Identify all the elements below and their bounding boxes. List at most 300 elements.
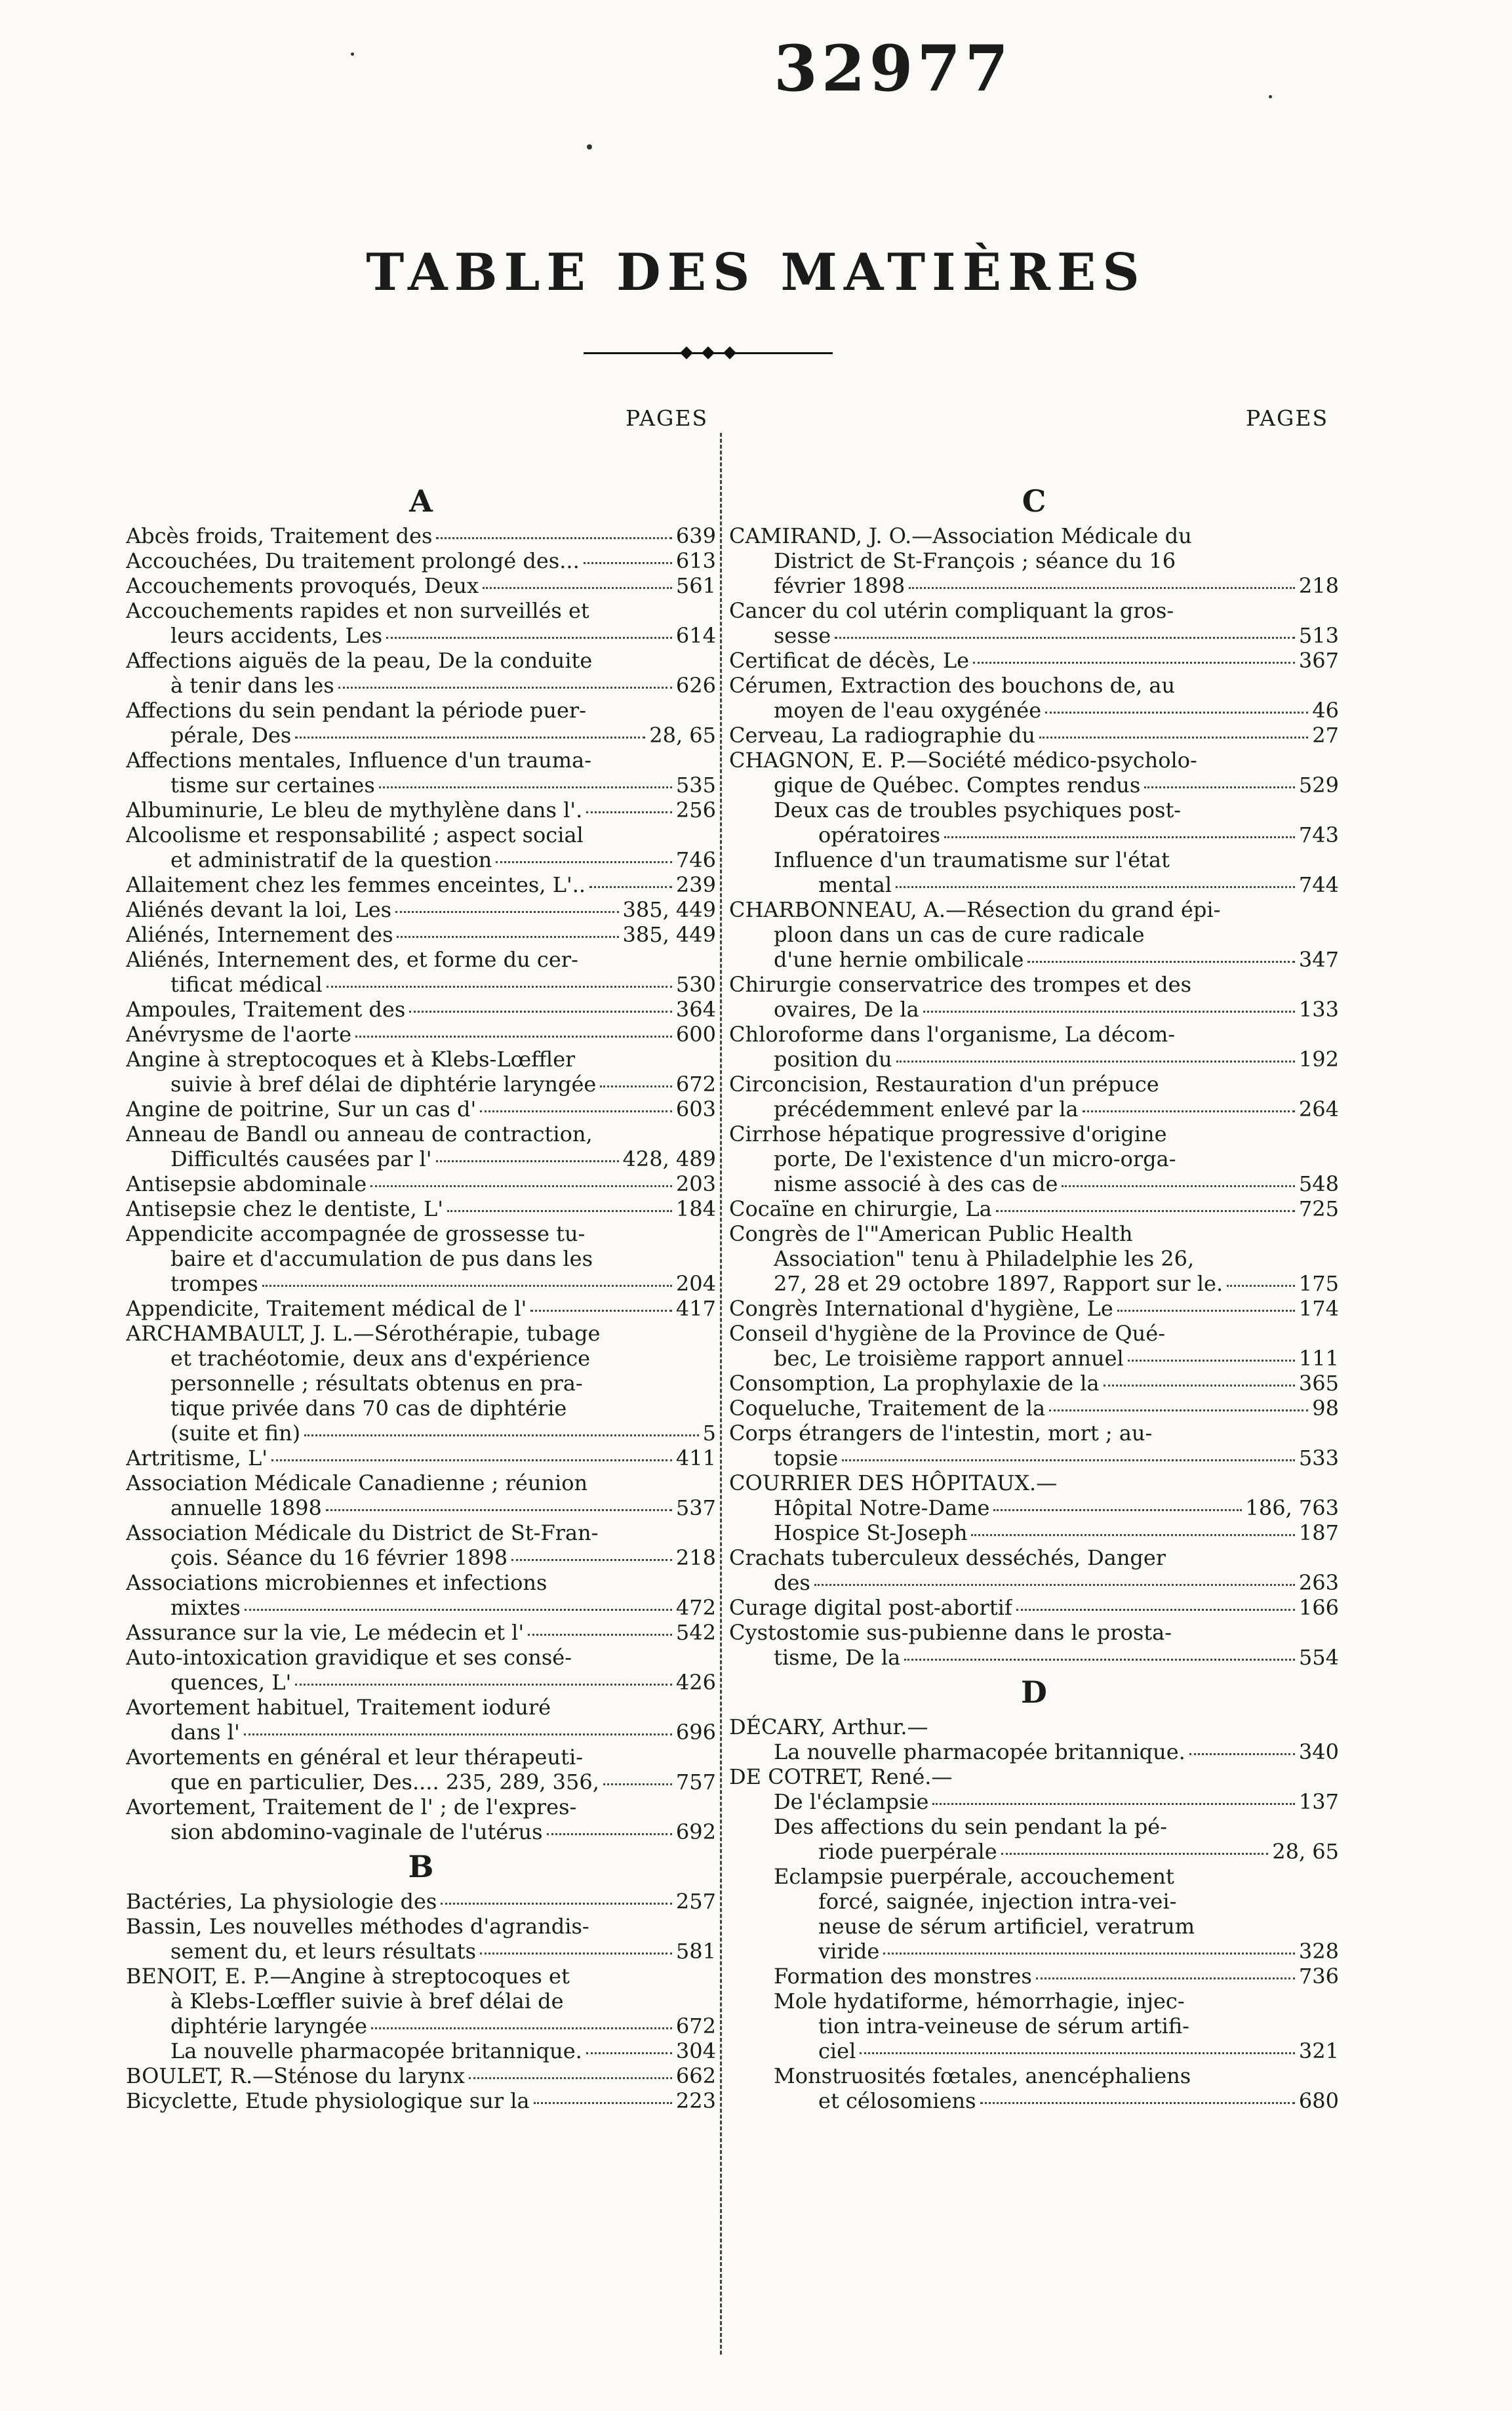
page-ref: 662	[675, 2063, 716, 2088]
index-entry-line	[126, 1346, 716, 1371]
index-entry-line	[729, 623, 1339, 648]
page-ref: 513	[1298, 623, 1339, 648]
page-ref: 364	[675, 997, 716, 1022]
index-entry-line	[729, 847, 1339, 872]
index-entry-line	[126, 1321, 716, 1346]
leader-dots	[904, 1659, 1295, 1661]
page-ref: 600	[675, 1022, 716, 1047]
index-entry-line	[729, 1346, 1339, 1371]
entry-text: Bactéries, La physiologie des	[126, 1889, 437, 1914]
leader-dots	[589, 886, 672, 888]
entry-text: Certificat de décès, Le	[729, 648, 970, 673]
index-entry-line	[126, 1122, 716, 1146]
index-entry-line	[126, 872, 716, 897]
entry-text: CHAGNON, E. P.—Société médico-psycholo-	[729, 748, 1197, 773]
page-ref: 46	[1312, 698, 1339, 723]
entry-text: Coqueluche, Traitement de la	[729, 1396, 1046, 1421]
leader-dots	[1039, 737, 1308, 739]
page-ref: 184	[675, 1196, 716, 1221]
index-entry-line	[126, 1939, 716, 1964]
entry-text: des	[774, 1570, 810, 1595]
entry-text: Antisepsie chez le dentiste, L'	[126, 1196, 443, 1221]
page-ref: 696	[675, 1720, 716, 1745]
leader-dots	[1036, 1977, 1295, 1979]
index-entry-line	[126, 1072, 716, 1097]
entry-text: Aliénés, Internement des	[126, 922, 393, 947]
index-entry-line	[126, 1645, 716, 1670]
index-entry-line	[729, 748, 1339, 773]
entry-text: Avortements en général et leur thérapeuti-	[126, 1745, 583, 1770]
entry-text: Accouchements provoqués, Deux	[126, 573, 479, 598]
index-entry-line	[126, 1246, 716, 1271]
page-ref: 581	[675, 1939, 716, 1964]
entry-text: La nouvelle pharmacopée britannique.	[774, 1739, 1185, 1764]
index-column-left	[126, 479, 716, 2113]
leader-dots	[1001, 1853, 1269, 1855]
entry-text: Difficultés causées par l'	[170, 1146, 432, 1171]
entry-text: Conseil d'hygiène de la Province de Qué-	[729, 1321, 1166, 1346]
entry-text: Bicyclette, Etude physiologique sur la	[126, 2088, 530, 2113]
index-entry-line	[729, 1495, 1339, 1520]
entry-text: La nouvelle pharmacopée britannique.	[170, 2038, 582, 2063]
index-entry-line	[126, 847, 716, 872]
section-letter: B	[408, 1849, 434, 1884]
entry-text: Corps étrangers de l'intestin, mort ; au-	[729, 1421, 1153, 1446]
index-entry-line	[126, 523, 716, 548]
entry-text: et célosomiens	[818, 2088, 976, 2113]
index-entry-line	[729, 1939, 1339, 1964]
entry-text: Appendicite accompagnée de grossesse tu-	[126, 1221, 586, 1246]
column-divider	[720, 433, 724, 2355]
entry-text: personnelle ; résultats obtenus en pra-	[170, 1371, 583, 1396]
leader-dots	[371, 2027, 672, 2029]
entry-text: Cirrhose hépatique progressive d'origine	[729, 1122, 1167, 1146]
leader-dots	[1104, 1385, 1295, 1387]
index-entry-line	[729, 1739, 1339, 1764]
page-ref: 537	[675, 1495, 716, 1520]
page-ref: 680	[1298, 2088, 1339, 2113]
entry-text: annuelle 1898	[170, 1495, 322, 1520]
index-entry-line	[126, 748, 716, 773]
index-entry-line	[729, 2063, 1339, 2088]
entry-text: Angine à streptocoques et à Klebs-Lœffler	[126, 1047, 576, 1072]
leader-dots	[1027, 961, 1295, 963]
entry-text: pérale, Des	[170, 723, 292, 748]
entry-text: Curage digital post-abortif	[729, 1595, 1012, 1620]
entry-text: BENOIT, E. P.—Angine à streptocoques et	[126, 1964, 570, 1989]
index-entry-line	[126, 1022, 716, 1047]
index-entry-line	[729, 773, 1339, 798]
index-entry-line	[126, 972, 716, 997]
page-ref: 28, 65	[649, 723, 716, 748]
leader-dots	[496, 861, 672, 863]
page-ref: 223	[675, 2088, 716, 2113]
entry-text: Alcoolisme et responsabilité ; aspect social	[126, 822, 584, 847]
page-ref: 133	[1298, 997, 1339, 1022]
entry-text: tisme, De la	[774, 1645, 901, 1670]
index-entry-line	[729, 1864, 1339, 1889]
index-entry-line	[126, 698, 716, 723]
index-entry-line	[126, 1770, 716, 1794]
leader-dots	[814, 1584, 1295, 1586]
index-entry-line	[126, 2088, 716, 2113]
page-ref: 27	[1312, 723, 1339, 748]
entry-text: porte, De l'existence d'un micro-orga-	[774, 1146, 1176, 1171]
leader-dots	[436, 1160, 619, 1162]
entry-text: Chirurgie conservatrice des trompes et des	[729, 972, 1191, 997]
leader-dots	[971, 1534, 1294, 1536]
index-entry-line	[126, 922, 716, 947]
entry-text: Avortement habituel, Traitement ioduré	[126, 1695, 551, 1720]
leader-dots	[326, 1509, 672, 1511]
leader-dots	[304, 1434, 699, 1436]
page-ref: 533	[1298, 1446, 1339, 1470]
leader-dots	[932, 1803, 1295, 1805]
index-entry-line	[729, 1714, 1339, 1739]
index-entry-line	[729, 1964, 1339, 1989]
leader-dots	[397, 936, 618, 938]
entry-text: d'une hernie ombilicale	[774, 947, 1024, 972]
page-ref: 175	[1298, 1271, 1339, 1296]
index-entry-line	[729, 972, 1339, 997]
entry-text: Anévrysme de l'aorte	[126, 1022, 352, 1047]
leader-dots	[584, 562, 672, 564]
page-ref: 204	[675, 1271, 716, 1296]
page-ref: 203	[675, 1171, 716, 1196]
index-entry-line	[729, 2038, 1339, 2063]
index-entry-line	[126, 1171, 716, 1196]
index-entry-line	[126, 822, 716, 847]
index-entry-line	[126, 1196, 716, 1221]
page-ref: 542	[675, 1620, 716, 1645]
entry-text: CAMIRAND, J. O.—Association Médicale du	[729, 523, 1192, 548]
leader-dots	[896, 1061, 1295, 1063]
leader-dots	[295, 737, 645, 739]
entry-text: Ampoules, Traitement des	[126, 997, 406, 1022]
index-entry-line	[729, 1246, 1339, 1271]
entry-text: tisme sur certaines	[170, 773, 375, 798]
entry-text: Allaitement chez les femmes enceintes, L'..	[126, 872, 586, 897]
leader-dots	[469, 2077, 672, 2079]
leader-dots	[547, 1833, 672, 1835]
entry-text: Avortement, Traitement de l' ; de l'expres-	[126, 1794, 577, 1819]
entry-text: Angine de poitrine, Sur un cas d'	[126, 1097, 477, 1122]
leader-dots	[586, 2052, 672, 2054]
index-entry-line	[126, 2063, 716, 2088]
leader-dots	[338, 687, 672, 689]
page-ref: 744	[1298, 872, 1339, 897]
page-ref: 111	[1298, 1346, 1339, 1371]
page-ref: 743	[1298, 822, 1339, 847]
index-entry-line	[729, 872, 1339, 897]
index-entry-line	[126, 1989, 716, 2014]
index-entry-line	[729, 673, 1339, 698]
index-entry-line	[729, 698, 1339, 723]
leader-dots	[944, 836, 1295, 838]
leader-dots	[1144, 786, 1295, 788]
page-ref: 304	[675, 2038, 716, 2063]
page-ref: 186, 763	[1245, 1495, 1339, 1520]
index-entry-line	[126, 1620, 716, 1645]
index-entry-line	[729, 822, 1339, 847]
entry-text: neuse de sérum artificiel, veratrum	[818, 1914, 1195, 1939]
index-entry-line	[126, 1221, 716, 1246]
index-entry-line	[126, 1146, 716, 1171]
entry-text: Assurance sur la vie, Le médecin et l'	[126, 1620, 525, 1645]
entry-text: Hôpital Notre-Dame	[774, 1495, 990, 1520]
index-entry-line	[729, 1620, 1339, 1645]
entry-text: diphtérie laryngée	[170, 2014, 367, 2038]
index-entry-line	[729, 798, 1339, 822]
index-entry-line	[126, 1097, 716, 1122]
entry-text: suivie à bref délai de diphtérie laryngée	[170, 1072, 597, 1097]
page-ref: 426	[675, 1670, 716, 1695]
index-entry-line	[729, 2088, 1339, 2113]
page-title: TABLE DES MATIÈRES	[366, 243, 1146, 302]
entry-text: Congrès International d'hygiène, Le	[729, 1296, 1113, 1321]
leader-dots	[379, 786, 672, 788]
entry-text: sion abdomino-vaginale de l'utérus	[170, 1819, 543, 1844]
page-ref: 328	[1298, 1939, 1339, 1964]
leader-dots	[909, 587, 1295, 589]
index-entry-line	[729, 1171, 1339, 1196]
entry-text: et administratif de la question	[170, 847, 492, 872]
entry-text: Association Médicale Canadienne ; réunion	[126, 1470, 588, 1495]
entry-text: Chloroforme dans l'organisme, La décom-	[729, 1022, 1176, 1047]
index-entry-line	[126, 1470, 716, 1495]
entry-text: Anneau de Bandl ou anneau de contraction,	[126, 1122, 593, 1146]
index-entry-line	[729, 1764, 1339, 1789]
entry-text: ciel	[818, 2038, 856, 2063]
page-ref: 264	[1298, 1097, 1339, 1122]
entry-text: tique privée dans 70 cas de diphtérie	[170, 1396, 567, 1421]
section-letter: D	[1021, 1674, 1047, 1710]
entry-text: Antisepsie abdominale	[126, 1171, 367, 1196]
leader-dots	[586, 811, 672, 813]
entry-text: topsie	[774, 1446, 839, 1470]
entry-text: et trachéotomie, deux ans d'expérience	[170, 1346, 591, 1371]
index-entry-line	[126, 897, 716, 922]
entry-text: Accouchées, Du traitement prolongé des...	[126, 548, 580, 573]
page-ref: 257	[675, 1889, 716, 1914]
index-entry-line	[729, 922, 1339, 947]
leader-dots	[973, 662, 1295, 664]
page-ref: 347	[1298, 947, 1339, 972]
page-ref: 535	[675, 773, 716, 798]
ornamental-rule	[584, 351, 833, 355]
entry-text: COURRIER DES HÔPITAUX.—	[729, 1470, 1058, 1495]
entry-text: forcé, saignée, injection intra-vei-	[818, 1889, 1177, 1914]
entry-text: (suite et fin)	[170, 1421, 301, 1446]
entry-text: çois. Séance du 16 février 1898	[170, 1545, 508, 1570]
entry-text: Affections aiguës de la peau, De la conduite	[126, 648, 593, 673]
index-column-right	[729, 479, 1339, 2113]
index-entry-line	[729, 1072, 1339, 1097]
page-ref: 626	[675, 673, 716, 698]
index-entry-line	[126, 947, 716, 972]
index-entry-line	[729, 1022, 1339, 1047]
index-entry-line	[126, 1446, 716, 1470]
entry-text: nisme associé à des cas de	[774, 1171, 1058, 1196]
entry-text: ovaires, De la	[774, 997, 919, 1022]
leader-dots	[244, 1733, 672, 1735]
leader-dots	[883, 1953, 1295, 1955]
entry-text: Congrès de l'"American Public Health	[729, 1221, 1133, 1246]
page-ref: 340	[1298, 1739, 1339, 1764]
index-entry-line	[126, 1545, 716, 1570]
entry-text: Hospice St-Joseph	[774, 1520, 968, 1545]
entry-text: tion intra-veineuse de sérum artifi-	[818, 2014, 1189, 2038]
index-entry-line	[126, 1964, 716, 1989]
page-ref: 614	[675, 623, 716, 648]
index-entry-line	[126, 1670, 716, 1695]
leader-dots	[835, 637, 1295, 639]
index-entry-line	[729, 1097, 1339, 1122]
entry-text: opératoires	[818, 822, 941, 847]
index-entry-line	[729, 1989, 1339, 2014]
leader-dots	[1083, 1110, 1295, 1112]
page-ref: 365	[1298, 1371, 1339, 1396]
entry-text: Cancer du col utérin compliquant la gros-	[729, 598, 1174, 623]
page-number: 32977	[774, 31, 1012, 106]
page-ref: 98	[1312, 1396, 1339, 1421]
index-entry-line	[126, 1745, 716, 1770]
entry-text: moyen de l'eau oxygénée	[774, 698, 1042, 723]
index-entry-line	[729, 2014, 1339, 2038]
leader-dots	[993, 1509, 1241, 1511]
index-entry-line	[729, 1889, 1339, 1914]
entry-text: Deux cas de troubles psychiques post-	[774, 798, 1182, 822]
entry-text: Influence d'un traumatisme sur l'état	[774, 847, 1170, 872]
index-entry-line	[126, 573, 716, 598]
entry-text: DÉCARY, Arthur.—	[729, 1714, 928, 1739]
page-ref: 725	[1298, 1196, 1339, 1221]
leader-dots	[534, 2102, 672, 2104]
page-ref: 428, 489	[622, 1146, 716, 1171]
entry-text: viride	[818, 1939, 880, 1964]
leader-dots	[1045, 712, 1308, 714]
leader-dots	[245, 1609, 672, 1611]
leader-dots	[262, 1285, 672, 1287]
index-entry-line	[729, 1545, 1339, 1570]
entry-text: Aliénés, Internement des, et forme du cer-	[126, 947, 578, 972]
leader-dots	[1016, 1609, 1295, 1611]
page-ref: 174	[1298, 1296, 1339, 1321]
entry-text: tificat médical	[170, 972, 323, 997]
speck	[1269, 95, 1272, 98]
index-entry-line	[126, 2014, 716, 2038]
index-entry-line	[729, 1122, 1339, 1146]
entry-text: position du	[774, 1047, 892, 1072]
page-ref: 613	[675, 548, 716, 573]
page-ref: 385, 449	[622, 922, 716, 947]
index-entry-line	[126, 1889, 716, 1914]
page-ref: 218	[1298, 573, 1339, 598]
entry-text: février 1898	[774, 573, 905, 598]
entry-text: à Klebs-Lœffler suivie à bref délai de	[170, 1989, 564, 2014]
index-entry-line	[729, 1446, 1339, 1470]
index-entry-line	[126, 1695, 716, 1720]
leader-dots	[530, 1310, 672, 1312]
entry-text: ARCHAMBAULT, J. L.—Sérothérapie, tubage	[126, 1321, 601, 1346]
pages-header-left: PAGES	[626, 405, 709, 431]
index-entry-line	[126, 723, 716, 748]
index-entry-line	[729, 1520, 1339, 1545]
leader-dots	[511, 1559, 672, 1561]
entry-text: Albuminurie, Le bleu de mythylène dans l'.	[126, 798, 583, 822]
leader-dots	[1049, 1409, 1308, 1411]
index-entry-line	[729, 1914, 1339, 1939]
leader-dots	[355, 1036, 672, 1038]
entry-text: Cérumen, Extraction des bouchons de, au	[729, 673, 1176, 698]
leader-dots	[386, 637, 672, 639]
page-ref: 256	[675, 798, 716, 822]
entry-text: leurs accidents, Les	[170, 623, 383, 648]
index-entry-line	[126, 1495, 716, 1520]
index-entry-line	[729, 897, 1339, 922]
index-entry-line	[729, 598, 1339, 623]
leader-dots	[441, 1903, 672, 1905]
index-entry-line	[729, 1221, 1339, 1246]
page-ref: 263	[1298, 1570, 1339, 1595]
index-entry-line	[126, 548, 716, 573]
entry-text: Cocaïne en chirurgie, La	[729, 1196, 992, 1221]
page-ref: 554	[1298, 1645, 1339, 1670]
index-entry-line	[729, 1146, 1339, 1171]
entry-text: Monstruosités fœtales, anencéphaliens	[774, 2063, 1191, 2088]
entry-text: 27, 28 et 29 octobre 1897, Rapport sur le.	[774, 1271, 1224, 1296]
entry-text: quences, L'	[170, 1670, 292, 1695]
page-ref: 672	[675, 1072, 716, 1097]
leader-dots	[271, 1459, 672, 1461]
page-ref: 639	[675, 523, 716, 548]
entry-text: Association" tenu à Philadelphie les 26,	[774, 1246, 1195, 1271]
entry-text: bec, Le troisième rapport annuel	[774, 1346, 1124, 1371]
entry-text: Des affections du sein pendant la pé-	[774, 1814, 1168, 1839]
entry-text: que en particulier, Des.... 235, 289, 356,	[170, 1770, 599, 1794]
index-entry-line	[126, 1595, 716, 1620]
entry-text: dans l'	[170, 1720, 240, 1745]
leader-dots	[436, 537, 671, 539]
entry-text: District de St-François ; séance du 16	[774, 548, 1176, 573]
entry-text: Association Médicale du District de St-Fran-	[126, 1520, 599, 1545]
leader-dots	[295, 1684, 672, 1686]
entry-text: DE COTRET, René.—	[729, 1764, 953, 1789]
leader-dots	[996, 1210, 1295, 1212]
index-entry-line	[729, 1296, 1339, 1321]
index-entry-line	[126, 997, 716, 1022]
index-entry-line	[126, 1271, 716, 1296]
index-entry-line	[729, 1814, 1339, 1839]
index-entry-line	[126, 598, 716, 623]
leader-dots	[1189, 1753, 1295, 1755]
entry-text: baire et d'accumulation de pus dans les	[170, 1246, 593, 1271]
index-entry-line	[729, 1595, 1339, 1620]
page-ref: 411	[675, 1446, 716, 1470]
page-ref: 757	[675, 1770, 716, 1794]
index-entry-line	[729, 548, 1339, 573]
entry-text: sement du, et leurs résultats	[170, 1939, 477, 1964]
entry-text: Eclampsie puerpérale, accouchement	[774, 1864, 1174, 1889]
index-entry-line	[729, 648, 1339, 673]
entry-text: Cystostomie sus-pubienne dans le prosta-	[729, 1620, 1172, 1645]
page-ref: 28, 65	[1272, 1839, 1339, 1864]
index-entry-line	[729, 573, 1339, 598]
entry-text: Consomption, La prophylaxie de la	[729, 1371, 1100, 1396]
entry-text: Aliénés devant la loi, Les	[126, 897, 392, 922]
leader-dots	[1117, 1310, 1295, 1312]
index-entry-line	[729, 1196, 1339, 1221]
